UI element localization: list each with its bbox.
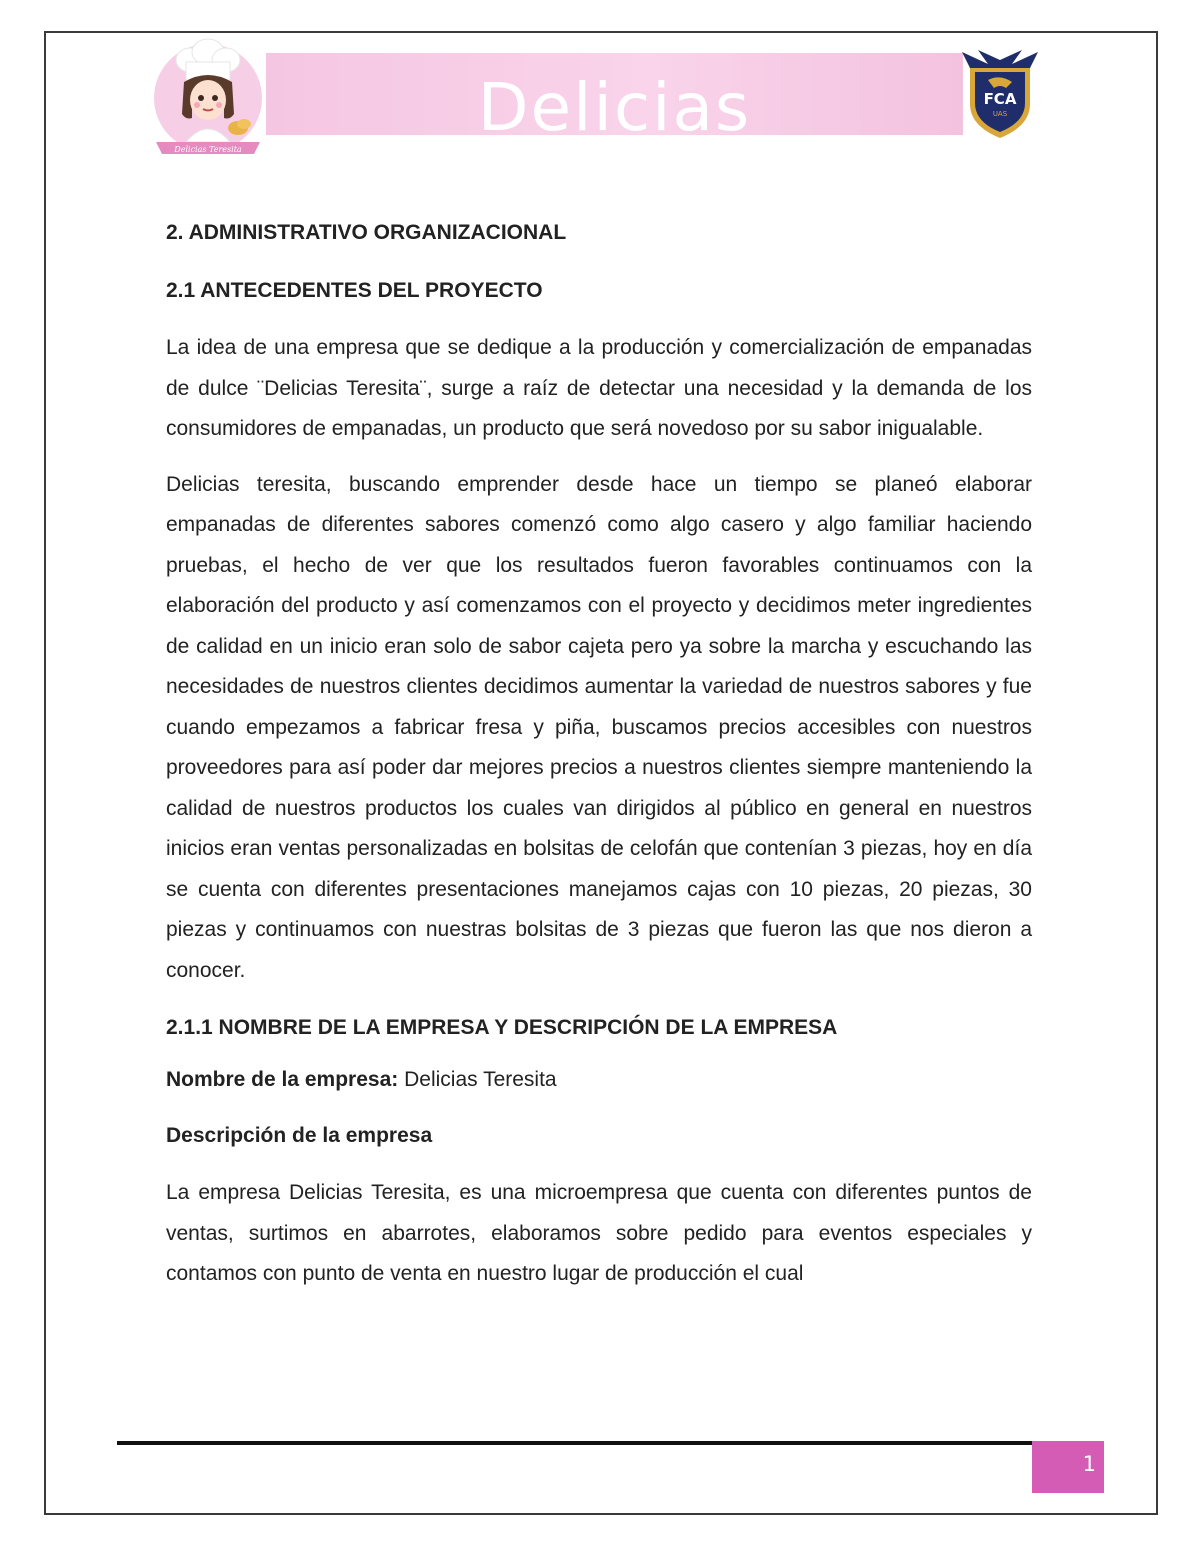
paragraph-antecedentes-1: La idea de una empresa que se dedique a la producción y comercialización de empanadas de dulce ¨Delicias Teresita¨, surge a raíz de detectar una necesidad y la demanda de los consumidores de empanadas, un producto que será novedoso por su sabor inigualable. <box>166 336 1032 440</box>
fca-logo-text: FCA <box>983 90 1017 108</box>
subsection-title: 2.1 ANTECEDENTES DEL PROYECTO <box>166 279 543 302</box>
banner-title: Delicias <box>477 69 752 135</box>
company-name-value: Delicias Teresita <box>398 1068 557 1091</box>
page-number-box <box>1032 1441 1104 1493</box>
fca-logo <box>958 42 1042 142</box>
page-number: 1 <box>1082 1452 1096 1476</box>
chef-logo <box>150 38 266 160</box>
company-name-line <box>166 1065 1032 1095</box>
header-banner <box>266 53 963 135</box>
fca-logo-subtext: UAS <box>992 110 1008 118</box>
footer-rule <box>117 1441 1035 1445</box>
section-title: 2. ADMINISTRATIVO ORGANIZACIONAL <box>166 221 567 244</box>
page-header <box>0 0 1200 170</box>
company-name-label: Nombre de la empresa: <box>166 1068 399 1091</box>
paragraph-descripcion: La empresa Delicias Teresita, es una microempresa que cuenta con diferentes puntos de ventas, surtimos en abarrotes, elaboramos sobre pedido para eventos especiales y contamos con punto de venta en nuestro lugar de producción el cual <box>166 1181 1032 1285</box>
svg-text:Delicias Teresita: Delicias Teresita <box>174 145 242 154</box>
subsubsection-title: 2.1.1 NOMBRE DE LA EMPRESA Y DESCRIPCIÓN DE LA EMPRESA <box>166 1016 838 1039</box>
paragraph-antecedentes-2: Delicias teresita, buscando emprender desde hace un tiempo se planeó elaborar empanadas de diferentes sabores comenzó como algo casero y algo familiar haciendo pruebas, el hecho de ver que los resultados fueron favorables continuamos con la elaboración del producto y así comenzamos con el proyecto y decidimos meter ingredientes de calidad en un inicio eran solo de sabor cajeta pero ya sobre la marcha y escuchando las necesidades de nuestros clientes decidimos aumentar la variedad de nuestros sabores y fue cuando empezamos a fabricar fresa y piña, buscamos precios accesibles con nuestros proveedores para así poder dar mejores precios a nuestros clientes siempre manteniendo la calidad de nuestros productos los cuales van dirigidos al público en general en nuestros inicios eran ventas personalizadas en bolsitas de celofán que contenían 3 piezas, hoy en día se cuenta con diferentes presentaciones manejamos cajas con 10 piezas, 20 piezas, 30 piezas y continuamos con nuestras bolsitas de 3 piezas que fueron las que nos dieron a conocer. <box>166 472 1032 982</box>
description-label: Descripción de la empresa <box>166 1124 433 1147</box>
document-body <box>166 218 1032 1310</box>
